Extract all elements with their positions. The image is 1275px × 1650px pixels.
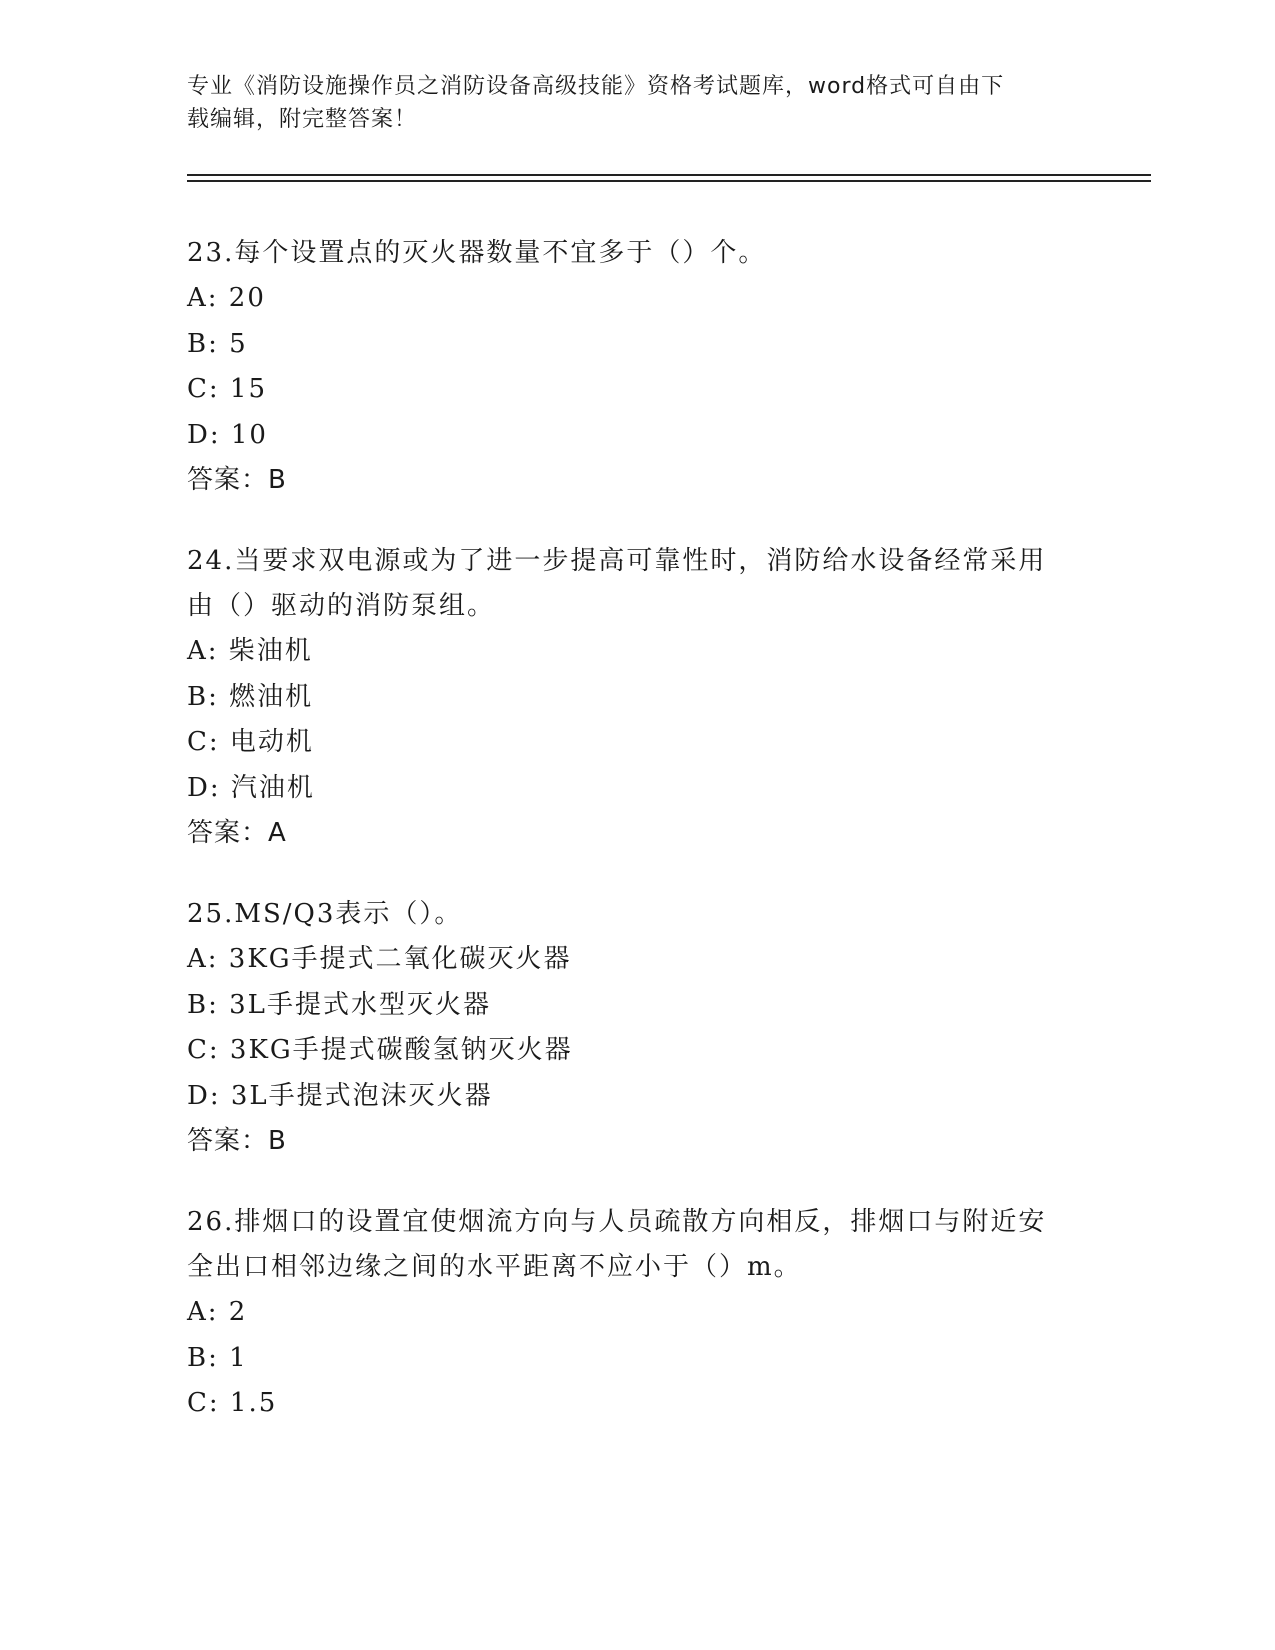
header-divider-bottom [187,180,1151,182]
option-b: B: 1 [187,1342,248,1373]
option-c: C: 1.5 [187,1388,278,1418]
question-26 [187,1200,1087,1427]
option-d: D: 3L手提式泡沫灭火器 [187,1080,493,1111]
option-b: B: 5 [187,328,248,359]
question-stem-line: 23.每个设置点的灭火器数量不宜多于（）个。 [187,238,767,268]
question-stem [187,892,1087,937]
answer: 答案：A [187,818,287,848]
option-a: A: 3KG手提式二氧化碳灭火器 [187,944,572,974]
question-stem-line: 25.MS/Q3表示（）。 [187,899,463,929]
header-line-2: 载编辑，附完整答案！ [187,107,418,132]
option-b: B: 燃油机 [187,681,314,712]
option-a: A: 柴油机 [187,636,313,666]
question-stem-line: 24.当要求双电源或为了进一步提高可靠性时，消防给水设备经常采用 [187,546,1047,576]
answer: 答案：B [187,1126,287,1156]
question-stem-line: 由（）驱动的消防泵组。 [187,591,496,621]
question-stem [187,1200,1087,1290]
question-25 [187,892,1087,1164]
header-line-1: 专业《消防设施操作员之消防设备高级技能》资格考试题库，word格式可自由下 [187,74,1005,99]
header-divider-top [187,174,1151,176]
question-stem [187,539,1087,629]
option-a: A: 20 [187,283,266,313]
question-stem [187,231,1087,276]
option-c: C: 15 [187,374,268,404]
option-d: D: 汽油机 [187,772,315,803]
question-stem-line: 全出口相邻边缘之间的水平距离不应小于（）m。 [187,1252,802,1282]
option-a: A: 2 [187,1297,248,1327]
document-header [187,70,1087,136]
question-24 [187,539,1087,856]
question-stem-line: 26.排烟口的设置宜使烟流方向与人员疏散方向相反，排烟口与附近安 [187,1207,1047,1237]
question-23 [187,231,1087,503]
option-c: C: 3KG手提式碳酸氢钠灭火器 [187,1035,573,1065]
question-list [187,231,1087,1463]
option-c: C: 电动机 [187,727,314,757]
answer: 答案：B [187,465,287,495]
option-b: B: 3L手提式水型灭火器 [187,989,491,1020]
option-d: D: 10 [187,419,268,450]
